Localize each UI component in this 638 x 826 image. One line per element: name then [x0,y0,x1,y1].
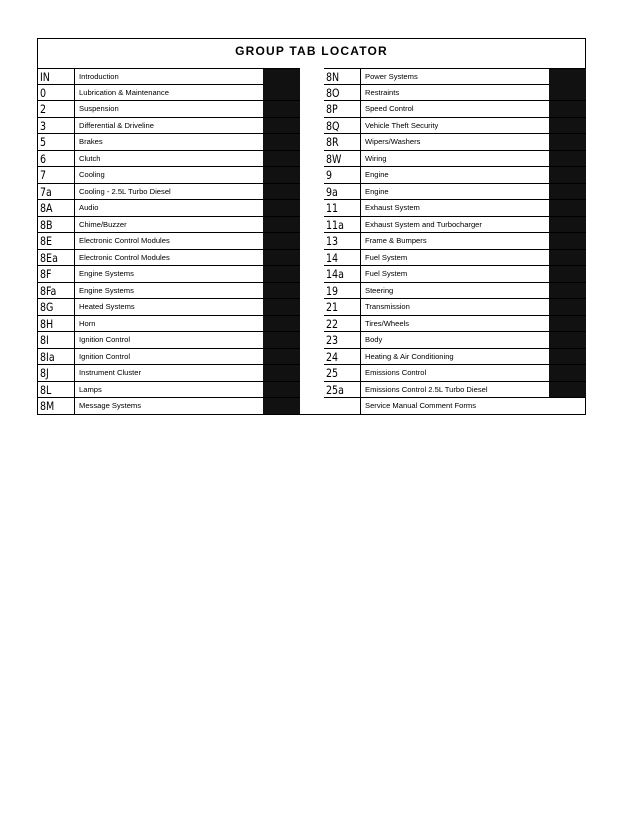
section-tab-marker[interactable] [263,349,300,365]
code-divider [360,349,361,365]
code-divider [74,365,75,381]
locator-row[interactable] [38,398,300,415]
section-tab-marker[interactable] [549,200,586,216]
locator-row[interactable] [38,233,300,250]
section-code: 9 [326,168,333,182]
locator-row[interactable] [38,184,300,201]
section-label: Ignition Control [79,351,131,361]
section-tab-marker[interactable] [263,167,300,183]
section-label: Steering [365,285,394,295]
locator-row[interactable] [324,316,586,333]
section-label: Heating & Air Conditioning [365,351,454,361]
locator-row[interactable] [38,365,300,382]
code-divider [360,118,361,134]
section-code: 11a [326,217,344,232]
code-divider [74,85,75,101]
section-label: Electronic Control Modules [79,252,170,262]
section-label: Cooling [79,170,105,179]
code-divider [360,151,361,167]
locator-row[interactable] [324,118,586,135]
section-label: Emissions Control [365,368,427,377]
section-tab-marker[interactable] [549,250,586,266]
section-tab-marker[interactable] [263,101,300,117]
section-tab-marker[interactable] [549,365,586,381]
section-code: 11 [326,201,339,215]
locator-row[interactable] [324,184,586,201]
section-code: 8W [326,151,342,166]
section-label: Engine [365,186,389,196]
code-divider [74,167,75,183]
section-label: Wiring [365,153,387,163]
code-divider [74,233,75,249]
section-tab-marker[interactable] [263,332,300,348]
section-label: Audio [79,203,99,212]
section-tab-marker[interactable] [549,118,586,134]
locator-row[interactable] [324,217,586,234]
code-divider [74,101,75,117]
section-code: 8A [40,201,53,215]
code-divider [74,316,75,332]
section-label: Wipers/Washers [365,137,421,146]
locator-row[interactable] [324,382,586,399]
locator-row[interactable] [324,365,586,382]
locator-row[interactable] [324,332,586,349]
code-divider [360,332,361,348]
locator-row[interactable] [38,85,300,102]
section-tab-marker[interactable] [263,316,300,332]
section-code: 3 [40,118,47,133]
section-label: Lubrication & Maintenance [79,87,169,97]
locator-row[interactable] [324,349,586,366]
section-tab-marker[interactable] [263,398,300,414]
code-divider [360,382,361,398]
locator-row[interactable] [38,118,300,135]
section-code: 8H [40,316,54,331]
section-tab-marker[interactable] [549,101,586,117]
locator-row[interactable] [324,68,586,85]
section-code: 19 [326,283,339,298]
locator-row[interactable] [38,217,300,234]
section-code: 8Q [326,118,340,133]
section-tab-marker[interactable] [263,69,300,85]
locator-row[interactable] [38,332,300,349]
section-tab-marker[interactable] [549,332,586,348]
section-tab-marker[interactable] [549,266,586,282]
section-label: Cooling - 2.5L Turbo Diesel [79,186,171,196]
section-code: 24 [326,349,339,364]
section-code: 8B [40,217,53,232]
section-tab-marker[interactable] [549,217,586,233]
section-code: 8F [40,267,52,281]
section-tab-marker[interactable] [549,349,586,365]
code-divider [74,332,75,348]
code-divider [360,217,361,233]
section-label: Message Systems [79,401,142,410]
locator-row[interactable] [324,167,586,184]
code-divider [74,283,75,299]
section-tab-marker[interactable] [549,382,586,398]
section-label: Introduction [79,72,119,81]
locator-row[interactable] [324,283,586,300]
section-label: Fuel System [365,252,408,262]
locator-row[interactable] [38,68,300,85]
section-code: 5 [40,135,47,149]
code-divider [360,365,361,381]
locator-row[interactable] [324,250,586,267]
section-tab-marker[interactable] [549,283,586,299]
section-tab-marker[interactable] [549,69,586,85]
section-label: Transmission [365,302,410,311]
section-label: Restraints [365,87,400,97]
section-tab-marker[interactable] [549,85,586,101]
section-label: Frame & Bumpers [365,236,427,245]
section-label: Emissions Control 2.5L Turbo Diesel [365,384,488,394]
section-code: 8R [326,135,339,149]
section-code: 21 [326,300,339,314]
section-tab-marker[interactable] [263,365,300,381]
code-divider [360,184,361,200]
section-tab-marker[interactable] [263,283,300,299]
locator-row[interactable] [38,167,300,184]
code-divider [360,200,361,216]
locator-row[interactable] [324,200,586,217]
section-code: 8Fa [40,283,57,298]
section-label: Engine Systems [79,269,134,278]
section-code: 7 [40,168,47,182]
section-tab-marker[interactable] [263,151,300,167]
code-divider [74,398,75,414]
section-code: 8G [40,300,54,314]
locator-row[interactable] [324,101,586,118]
section-code: 8P [326,102,338,116]
locator-row[interactable] [38,200,300,217]
section-label: Instrument Cluster [79,368,142,377]
code-divider [360,233,361,249]
code-divider [74,250,75,266]
locator-row[interactable] [38,266,300,283]
section-label: Engine [365,170,389,179]
section-label: Lamps [79,384,102,394]
section-label: Exhaust System and Turbocharger [365,219,482,229]
section-code: 8I [40,333,49,347]
section-label: Exhaust System [365,203,420,212]
section-tab-marker[interactable] [549,184,586,200]
section-code: 14a [326,267,344,281]
section-label: Electronic Control Modules [79,236,170,245]
section-code: 7a [40,184,52,199]
locator-row[interactable] [324,151,586,168]
section-code: 25 [326,366,339,380]
code-divider [74,266,75,282]
code-divider [74,382,75,398]
section-label: Clutch [79,153,101,163]
code-divider [74,349,75,365]
code-divider [360,85,361,101]
section-code: 8N [326,70,340,84]
page-title: GROUP TAB LOCATOR [235,44,388,58]
code-divider [360,134,361,150]
code-divider [74,151,75,167]
right-column [324,68,586,415]
section-tab-marker[interactable] [263,250,300,266]
locator-row[interactable] [38,349,300,366]
code-divider [360,69,361,85]
left-column [38,68,300,415]
section-tab-marker[interactable] [263,134,300,150]
locator-row[interactable] [38,101,300,118]
section-label: Suspension [79,104,119,113]
code-divider [360,398,361,414]
locator-row[interactable] [324,85,586,102]
code-divider [74,200,75,216]
locator-row[interactable] [38,299,300,316]
section-code: 9a [326,184,338,199]
section-code: 8J [40,366,49,380]
locator-row[interactable] [324,299,586,316]
section-code: 8L [40,382,52,397]
locator-row[interactable] [38,250,300,267]
section-tab-marker[interactable] [549,316,586,332]
section-label: Power Systems [365,72,418,81]
code-divider [74,217,75,233]
section-code: 6 [40,151,47,166]
section-label: Vehicle Theft Security [365,120,439,130]
section-tab-marker[interactable] [549,151,586,167]
code-divider [360,250,361,266]
code-divider [360,101,361,117]
section-label: Horn [79,318,96,328]
section-label: Speed Control [365,104,414,113]
code-divider [74,118,75,134]
section-code: 13 [326,234,339,248]
code-divider [74,299,75,315]
section-tab-marker[interactable] [263,266,300,282]
section-tab-marker[interactable] [549,134,586,150]
section-code: 22 [326,316,339,331]
section-code: IN [40,70,50,84]
section-code: 8O [326,85,340,100]
section-tab-marker[interactable] [263,233,300,249]
section-tab-marker[interactable] [263,118,300,134]
code-divider [74,184,75,200]
section-tab-marker[interactable] [549,299,586,315]
section-code: 8M [40,399,55,413]
section-code: 2 [40,102,47,116]
locator-row[interactable] [38,283,300,300]
locator-row[interactable] [38,316,300,333]
locator-row[interactable] [38,382,300,399]
locator-row[interactable] [324,398,586,415]
section-label: Tires/Wheels [365,318,410,328]
locator-row[interactable] [324,134,586,151]
section-label: Engine Systems [79,285,134,295]
section-tab-marker[interactable] [263,382,300,398]
section-code: 8E [40,234,53,248]
group-tab-locator-frame [37,38,586,415]
code-divider [360,266,361,282]
code-divider [360,283,361,299]
section-label: Differential & Driveline [79,120,154,130]
code-divider [360,299,361,315]
section-code: 8Ia [40,349,55,364]
section-code: 23 [326,333,339,347]
section-tab-marker[interactable] [263,299,300,315]
section-label: Heated Systems [79,302,135,311]
section-tab-marker[interactable] [263,85,300,101]
section-label: Ignition Control [79,335,131,344]
locator-row[interactable] [324,266,586,283]
locator-row[interactable] [324,233,586,250]
section-code: 14 [326,250,339,265]
locator-row[interactable] [38,134,300,151]
code-divider [360,316,361,332]
section-tab-marker[interactable] [263,184,300,200]
section-label: Service Manual Comment Forms [365,401,476,410]
code-divider [74,69,75,85]
section-tab-marker[interactable] [263,217,300,233]
section-tab-marker[interactable] [549,167,586,183]
section-label: Chime/Buzzer [79,219,127,229]
section-label: Brakes [79,137,103,146]
section-label: Fuel System [365,269,408,278]
section-code: 8Ea [40,250,58,265]
locator-row[interactable] [38,151,300,168]
section-tab-marker[interactable] [549,233,586,249]
code-divider [74,134,75,150]
code-divider [360,167,361,183]
section-code: 0 [40,85,47,100]
section-code: 25a [326,382,344,397]
section-label: Body [365,335,383,344]
section-tab-marker[interactable] [263,200,300,216]
